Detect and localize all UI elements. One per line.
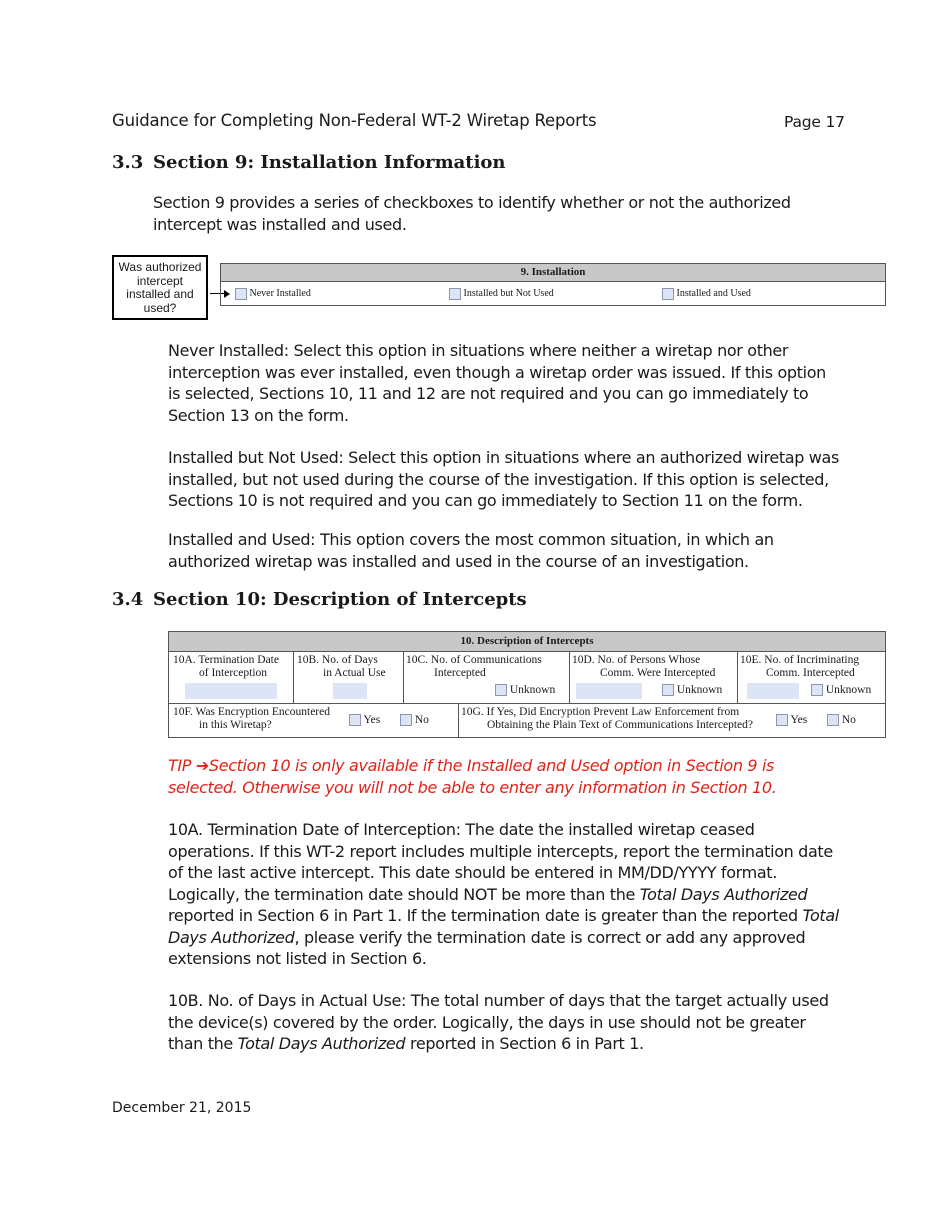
divider — [458, 704, 459, 737]
field-10e-unknown[interactable] — [811, 684, 871, 697]
option-never-installed[interactable] — [235, 287, 311, 300]
installation-form — [220, 263, 886, 306]
field-10b — [297, 654, 403, 680]
definition-10b — [168, 990, 840, 1055]
field-10d-unknown[interactable] — [662, 684, 722, 697]
divider — [169, 703, 885, 704]
divider — [569, 651, 570, 703]
unknown-checkbox[interactable] — [662, 684, 674, 696]
term-description: Select this option in situations where an authorized wiretap was installed, but not used during the course of the investigation. If this option is selected, Sections 10 is not required and you can go immediately to Section 11 on the form. — [168, 448, 839, 510]
term: Installed but Not Used: — [168, 448, 344, 467]
field-10g — [461, 706, 771, 732]
field-10a-label: 10A. Termination Date — [173, 654, 279, 666]
installed-not-used-checkbox[interactable] — [449, 288, 461, 300]
unknown-checkbox[interactable] — [495, 684, 507, 696]
unknown-label: Unknown — [676, 684, 723, 696]
field-10a — [173, 654, 291, 680]
definition-text: reported in Section 6 in Part 1. — [405, 1034, 644, 1053]
installed-and-used-label: Installed and Used — [676, 288, 751, 299]
section-title: Section 9: Installation Information — [153, 152, 506, 173]
no-checkbox[interactable] — [827, 714, 839, 726]
field-10c-unknown[interactable] — [495, 684, 555, 697]
definition-text: 10A. Termination Date of Interception: The date the installed wiretap ceased operations. If this WT-2 report includes multiple intercepts, report the termination date of the last active intercept. This date should be entered in MM/DD/YYYY format. Logically, the termination date should NOT be more than the — [168, 820, 833, 904]
field-10b-label-2: in Actual Use — [323, 667, 386, 679]
field-10b-label: 10B. No. of Days — [297, 654, 378, 666]
no-checkbox[interactable] — [400, 714, 412, 726]
callout-text: Was authorized intercept installed and used? — [118, 260, 202, 315]
page-number: Page 17 — [784, 113, 845, 131]
section-number: 3.3 — [112, 152, 144, 173]
field-10d-label-2: Comm. Were Intercepted — [600, 667, 716, 679]
running-header: Guidance for Completing Non-Federal WT-2 Wiretap Reports — [112, 111, 597, 130]
tip-note — [168, 755, 828, 798]
days-in-use-input[interactable] — [333, 683, 367, 699]
termination-date-input[interactable] — [185, 683, 277, 699]
section-number: 3.4 — [112, 589, 144, 610]
tip-lead: TIP — [168, 756, 196, 775]
yes-checkbox[interactable] — [776, 714, 788, 726]
divider — [737, 651, 738, 703]
field-10d — [572, 654, 736, 680]
field-10c — [406, 654, 568, 680]
never-installed-checkbox[interactable] — [235, 288, 247, 300]
option-installed-not-used[interactable] — [449, 287, 554, 300]
field-10f — [173, 706, 343, 732]
no-label: No — [841, 714, 856, 726]
field-10e-label: 10E. No. of Incriminating — [740, 654, 860, 666]
yes-label: Yes — [363, 714, 381, 726]
term: Never Installed: — [168, 341, 289, 360]
unknown-label: Unknown — [509, 684, 556, 696]
emphasis: Total Days Authorized — [639, 884, 808, 904]
field-10f-yes[interactable] — [349, 714, 380, 727]
yes-checkbox[interactable] — [349, 714, 361, 726]
definition-installed-and-used — [168, 529, 840, 572]
installed-and-used-checkbox[interactable] — [662, 288, 674, 300]
never-installed-label: Never Installed — [249, 288, 311, 299]
field-10f-no[interactable] — [400, 714, 429, 727]
section-heading-3-3 — [112, 152, 506, 173]
option-installed-and-used[interactable] — [662, 287, 751, 300]
tip-text: Section 10 is only available if the Installed and Used option in Section 9 is selected. Otherwise you will not be able to enter any information in Section 10. — [168, 756, 777, 797]
unknown-checkbox[interactable] — [811, 684, 823, 696]
term-description: Select this option in situations where neither a wiretap nor other interception was ever installed, even though a wiretap order was issued. If this option is selected, Sections 10, 11 and 12 are not required and you can go immediately to Section 13 on the form. — [168, 341, 826, 425]
divider — [403, 651, 404, 703]
field-10g-label-2: Obtaining the Plain Text of Communications Intercepted? — [487, 719, 753, 731]
divider — [293, 651, 294, 703]
persons-intercepted-input[interactable] — [576, 683, 642, 699]
definition-text: reported in Section 6 in Part 1. If the termination date is greater than the reported — [168, 906, 803, 925]
section-heading-3-4 — [112, 589, 527, 610]
arrow-right-icon: ➔ — [195, 756, 209, 775]
field-10f-label: 10F. Was Encryption Encountered — [173, 706, 330, 718]
definition-installed-not-used — [168, 447, 840, 512]
emphasis: Total Days Authorized — [168, 906, 839, 947]
no-label: No — [414, 714, 429, 726]
definition-text: 10B. No. of Days in Actual Use: The total number of days that the target actually used the device(s) covered by the order. Logically, the days in use should not be greater than the — [168, 991, 829, 1053]
field-10g-label: 10G. If Yes, Did Encryption Prevent Law Enforcement from — [461, 706, 740, 718]
field-10e — [740, 654, 884, 680]
incriminating-comm-input[interactable] — [747, 683, 799, 699]
section-title: Section 10: Description of Intercepts — [153, 589, 527, 610]
unknown-label: Unknown — [825, 684, 872, 696]
field-10g-yes[interactable] — [776, 714, 807, 727]
definition-10a — [168, 819, 840, 970]
installed-not-used-label: Installed but Not Used — [463, 288, 554, 299]
callout-box — [112, 255, 208, 320]
intercepts-form — [168, 631, 886, 738]
term-description: This option covers the most common situation, in which an authorized wiretap was installed and used in the course of an investigation. — [168, 530, 774, 571]
definition-text: , please verify the termination date is correct or add any approved extensions not listed in Section 6. — [168, 927, 806, 968]
intercepts-form-title: 10. Description of Intercepts — [169, 632, 885, 652]
field-10f-label-2: in this Wiretap? — [199, 719, 272, 731]
section-9-intro: Section 9 provides a series of checkboxes to identify whether or not the authorized intercept was installed and used. — [153, 193, 791, 234]
field-10c-label-2: Intercepted — [434, 667, 486, 679]
yes-label: Yes — [790, 714, 808, 726]
field-10c-label: 10C. No. of Communications — [406, 654, 542, 666]
definition-never-installed — [168, 340, 840, 426]
field-10e-label-2: Comm. Intercepted — [766, 667, 855, 679]
field-10g-no[interactable] — [827, 714, 856, 727]
emphasis: Total Days Authorized — [237, 1034, 406, 1053]
field-10d-label: 10D. No. of Persons Whose — [572, 654, 701, 666]
installation-form-title: 9. Installation — [221, 264, 885, 282]
term: Installed and Used: — [168, 530, 316, 549]
footer-date: December 21, 2015 — [112, 1100, 252, 1116]
field-10a-label-2: of Interception — [199, 667, 268, 679]
